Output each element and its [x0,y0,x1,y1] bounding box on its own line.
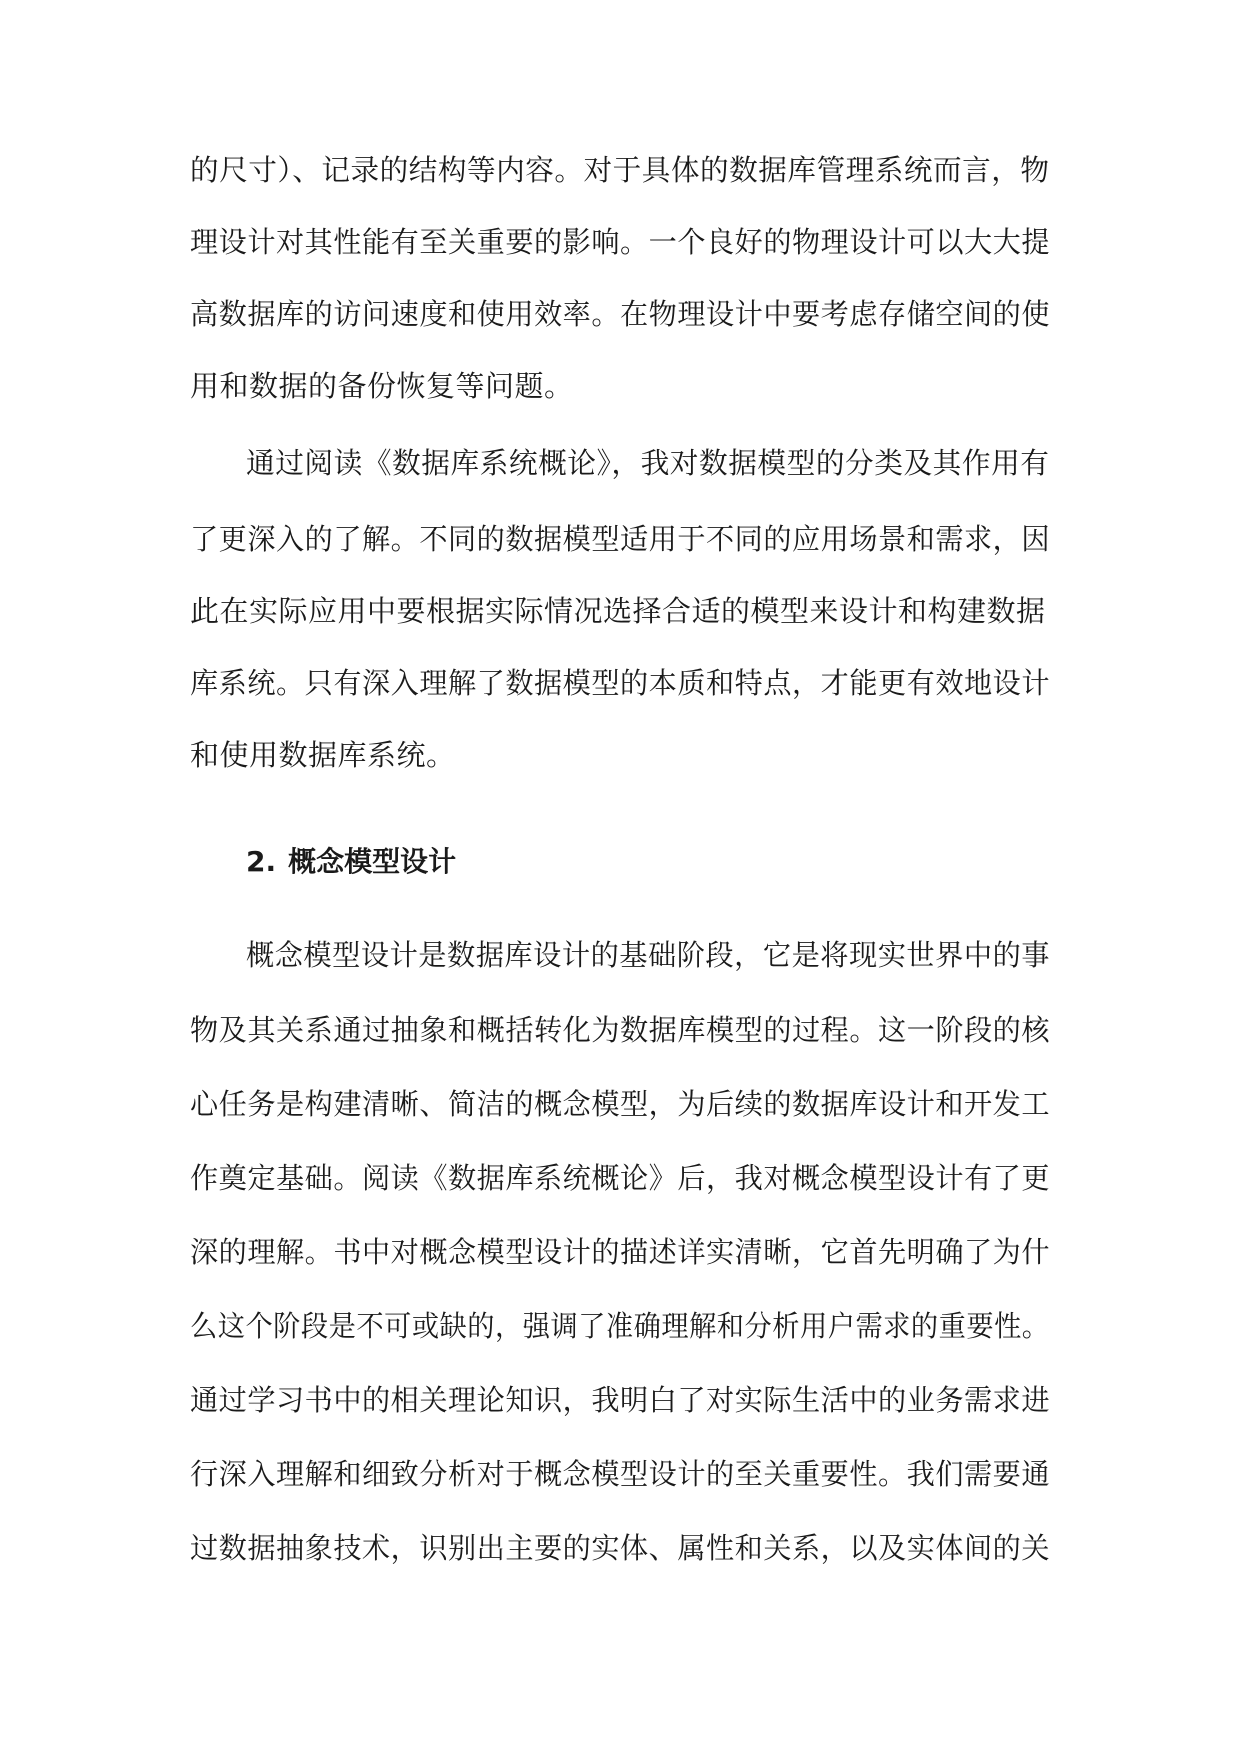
paragraph-2-line-5: 和使用数据库系统。 [190,738,456,772]
section-heading [246,842,456,882]
paragraph-3-line-3: 心任务是构建清晰、简洁的概念模型，为后续的数据库设计和开发工 [190,1087,1051,1121]
paragraph-3-line-6: 么这个阶段是不可或缺的，强调了准确理解和分析用户需求的重要性。 [190,1309,1050,1343]
section-number: 2. [246,845,277,878]
paragraph-1-line-3: 高数据库的访问速度和使用效率。在物理设计中要考虑存储空间的使 [190,297,1051,331]
paragraph-3-line-9: 过数据抽象技术，识别出主要的实体、属性和关系，以及实体间的关 [190,1531,1051,1565]
paragraph-1-line-2: 理设计对其性能有至关重要的影响。一个良好的物理设计可以大大提 [190,225,1051,259]
paragraph-1-line-4: 用和数据的备份恢复等问题。 [190,369,574,403]
paragraph-1-line-1: 的尺寸）、记录的结构等内容。对于具体的数据库管理系统而言，物 [190,153,1050,187]
section-title: 概念模型设计 [288,845,457,878]
paragraph-3-line-8: 行深入理解和细致分析对于概念模型设计的至关重要性。我们需要通 [190,1457,1051,1491]
paragraph-3-line-2: 物及其关系通过抽象和概括转化为数据库模型的过程。这一阶段的核 [190,1013,1051,1047]
paragraph-2-line-2: 了更深入的了解。不同的数据模型适用于不同的应用场景和需求，因 [190,522,1051,556]
paragraph-3-line-4: 作奠定基础。阅读《数据库系统概论》后，我对概念模型设计有了更 [190,1161,1051,1195]
paragraph-3-line-1: 概念模型设计是数据库设计的基础阶段，它是将现实世界中的事 [246,938,1051,972]
paragraph-3-line-5: 深的理解。书中对概念模型设计的描述详实清晰，它首先明确了为什 [190,1235,1051,1269]
paragraph-3-line-7: 通过学习书中的相关理论知识，我明白了对实际生活中的业务需求进 [190,1383,1051,1417]
paragraph-2-line-4: 库系统。只有深入理解了数据模型的本质和特点，才能更有效地设计 [190,666,1051,700]
paragraph-2-line-3: 此在实际应用中要根据实际情况选择合适的模型来设计和构建数据 [190,594,1046,628]
paragraph-2-line-1: 通过阅读《数据库系统概论》，我对数据模型的分类及其作用有 [246,446,1050,480]
